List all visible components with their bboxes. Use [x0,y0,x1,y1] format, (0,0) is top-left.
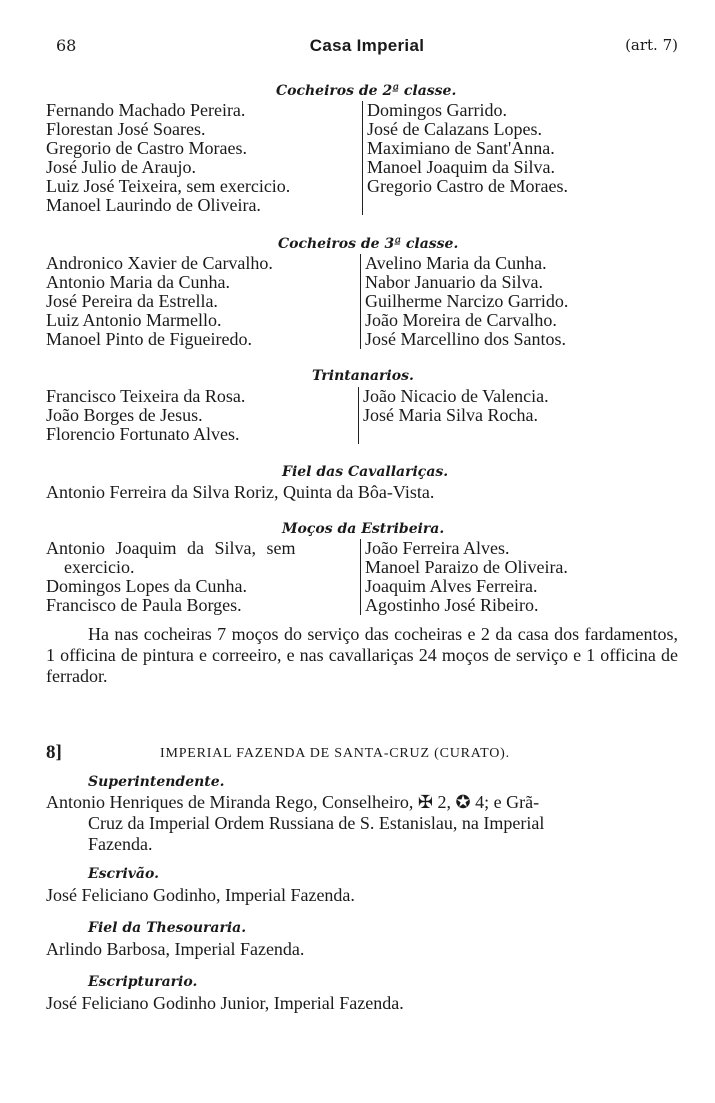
heading-coach-3rd-class: Cocheiros de 3ª classe. [278,236,459,252]
note-paragraph: Ha nas cocheiras 7 moços do serviço das cocheiras e 2 da casa dos fardamentos, 1 officina de pintura e correeiro, e nas cavallariças 24 moços de serviço e 1 officina de ferrador. [46,624,678,686]
entry-line: Fazenda. [88,834,153,854]
list-item: José Marcellino dos Santos. [365,329,566,349]
entry-line: José Feliciano Godinho, Imperial Fazenda. [46,885,355,905]
list-item: José Julio de Araujo. [46,157,196,177]
list-item: Luiz Antonio Marmello. [46,310,222,330]
entry-fiel-thesouraria [46,939,678,960]
list-item: João Borges de Jesus. [46,405,203,425]
trint-right-column [358,387,549,444]
role-fiel-thesouraria: Fiel da Thesouraria. [88,920,247,936]
list-item: Domingos Garrido. [367,100,507,120]
list-item: Andronico Xavier de Carvalho. [46,253,273,273]
heading-mocos-estribeira: Moços da Estribeira. [282,521,445,537]
list-item: Joaquim Alves Ferreira. [365,576,538,596]
entry-line: José Feliciano Godinho Junior, Imperial Fazenda. [46,993,404,1013]
list-item: Domingos Lopes da Cunha. [46,576,247,596]
list-item: Gregorio de Castro Moraes. [46,138,247,158]
list-item: Luiz José Teixeira, sem exercicio. [46,176,291,196]
list-item: Francisco de Paula Borges. [46,595,242,615]
coach2-left-column [46,101,290,215]
role-escripturario: Escripturario. [88,974,198,990]
list-item: José de Calazans Lopes. [367,119,542,139]
list-item: Fernando Machado Pereira. [46,100,246,120]
list-item: Antonio Maria da Cunha. [46,272,230,292]
role-escrivao: Escrivão. [88,866,159,882]
list-item: Nabor Januario da Silva. [365,272,543,292]
list-item: João Nicacio de Valencia. [363,386,549,406]
list-item: Manoel Laurindo de Oliveira. [46,195,261,215]
article-ref: (art. 7) [625,36,678,54]
list-item: Florencio Fortunato Alves. [46,424,240,444]
list-item: Antonio Joaquim da Silva, sem [46,538,296,558]
coach2-right-column [362,101,568,215]
section-8-title [46,742,678,766]
fiel-line: Antonio Ferreira da Silva Roriz, Quinta da Bôa-Vista. [46,482,435,502]
page-title: Casa Imperial [309,36,425,55]
list-item: Avelino Maria da Cunha. [365,253,547,273]
list-item: Agostinho José Ribeiro. [365,595,539,615]
list-item: exercicio. [64,557,135,577]
trint-left-column [46,387,245,444]
list-item: Francisco Teixeira da Rosa. [46,386,246,406]
section-title-text: IMPERIAL FAZENDA DE SANTA-CRUZ (CURATO). [160,746,510,761]
mocos-left-column [46,539,295,615]
mocos-right-column [360,539,568,615]
list-item: José Maria Silva Rocha. [363,405,538,425]
coach3-left-column [46,254,273,349]
list-item: Florestan José Soares. [46,119,206,139]
entry-escripturario [46,993,678,1014]
list-item: Manoel Joaquim da Silva. [367,157,555,177]
list-item: Guilherme Narcizo Garrido. [365,291,569,311]
list-item: Manoel Pinto de Figueiredo. [46,329,252,349]
coach3-right-column [360,254,568,349]
heading-coach-2nd-class: Cocheiros de 2ª classe. [276,83,457,99]
list-item: Manoel Paraizo de Oliveira. [365,557,568,577]
entry-line: Cruz da Imperial Ordem Russiana de S. Estanislau, na Imperial [88,813,545,833]
list-item: José Pereira da Estrella. [46,291,218,311]
entry-escrivao [46,885,678,906]
list-item: Maximiano de Sant'Anna. [367,138,555,158]
heading-trintanarios: Trintanarios. [312,368,414,384]
running-head [56,36,678,58]
entry-line: Antonio Henriques de Miranda Rego, Conselheiro, ✠ 2, ✪ 4; e Grã- [46,792,540,812]
list-item: João Moreira de Carvalho. [365,310,557,330]
entry-line: Arlindo Barbosa, Imperial Fazenda. [46,939,305,959]
list-item: Gregorio Castro de Moraes. [367,176,568,196]
heading-fiel-cavallaricas: Fiel das Cavallariças. [282,464,449,480]
role-superintendente: Superintendente. [88,774,225,790]
entry-superintendente [46,792,678,855]
page-number: 68 [56,36,77,55]
list-item: João Ferreira Alves. [365,538,510,558]
section-number: 8] [46,742,62,763]
